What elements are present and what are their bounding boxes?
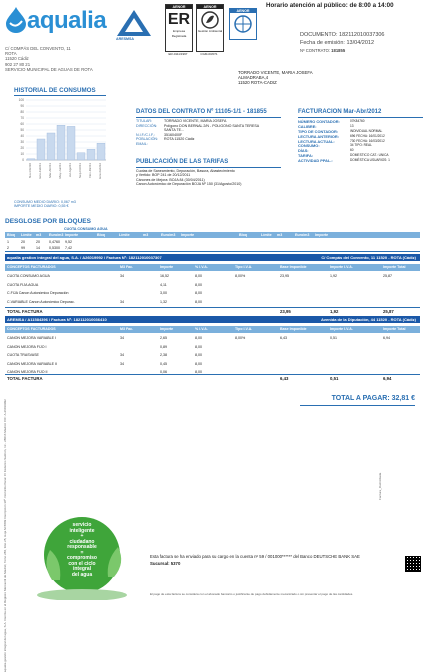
tariffs-title: PUBLICACIÓN DE LAS TARIFAS	[136, 159, 229, 165]
sender-line: C/ COMPÁS DEL CONVENTO, 11	[5, 46, 71, 51]
cert-er-label: AENOR	[166, 5, 192, 9]
breakdown-cell: 20	[36, 240, 40, 245]
chart-bar	[37, 139, 45, 160]
aremsa-invoice-bar	[5, 316, 420, 323]
cert-3-label: AENOR	[230, 9, 256, 13]
contract-number: 181855	[331, 48, 346, 53]
breakdown-cell: 20	[21, 240, 25, 245]
y-tick-label: 30	[20, 140, 24, 145]
breakdown-col: Euro/m3	[295, 233, 310, 238]
billing-value: 07K84760	[350, 119, 365, 123]
contract-row	[136, 142, 286, 147]
concept-cell: 1,32	[160, 299, 167, 304]
chart-bar	[67, 126, 75, 160]
cert-er-code: ER-0111/1997	[168, 52, 188, 56]
contract-value: SANTA TE...	[164, 128, 185, 133]
billing-row	[298, 158, 426, 163]
breakdown-cell: 1	[7, 240, 9, 245]
breakdown-col: m3	[277, 233, 283, 238]
aremsa-logo	[114, 10, 154, 48]
slogan-line: con el ciclo	[68, 560, 96, 567]
aremsa-icon	[117, 10, 151, 36]
slogan-line: integral	[72, 566, 92, 572]
cert-gm-sub: Gestión Ambiental	[197, 29, 223, 34]
table-row	[5, 335, 420, 341]
billing-value: 60	[350, 148, 354, 153]
chart-bar	[77, 153, 85, 160]
divider	[136, 167, 281, 168]
breakdown-col: Bloq	[97, 233, 105, 238]
billing-value: 730 FECHA: 16/03/2012	[350, 138, 385, 143]
table-row	[5, 290, 420, 296]
issue-date: 13/04/2012	[346, 40, 375, 46]
billing-key: NÚMERO CONTADOR:	[298, 119, 340, 124]
cert-gm-code: CGM-00/071	[200, 52, 218, 56]
sender-line: 902 27 80 21	[5, 61, 31, 67]
billing-key: CONSUMO:	[298, 143, 320, 149]
concepts-col: Importe	[160, 327, 174, 332]
breakdown-cell: 7,42	[65, 246, 72, 251]
x-tick-label: Sep-Oct/11	[78, 163, 82, 178]
billing-key: LECTURA ACTUAL:	[298, 138, 335, 144]
legal-side-text: aqualia gestión integral del agua, S.A. Inscrita en el Registro Mercantil de Madrid, Tomo 286, folio 25, Hoja M-5809 Inscripción 30ª. Domicilio fiscal: C/ Federico Salmón, 13 - 28016 Madrid. CIF: A-26019992	[2, 399, 7, 672]
sender-address	[5, 46, 93, 72]
total-value: 1,92	[330, 309, 339, 315]
divider	[14, 95, 106, 96]
chart-bar	[27, 159, 35, 160]
aremsa-invoice-address: Avenida de la Diputación, 44 11520 - ROTA (Cádiz)	[321, 317, 416, 323]
divider	[300, 405, 415, 406]
concepts-col: Base Imponible	[280, 265, 307, 270]
billing-value: INDIVIDUAL NORMAL	[350, 128, 383, 133]
concepts-col: Importe Total	[383, 265, 406, 270]
tariffs-text	[136, 169, 286, 187]
total-value: 25,87	[383, 309, 394, 315]
breakdown-cell: 0,4760	[49, 240, 60, 245]
concept-cell: 2,65	[160, 336, 167, 341]
billing-title: FACTURACION Mar-Abr/2012	[298, 109, 382, 115]
recipient-address	[238, 70, 313, 86]
total-value: 6,94	[383, 376, 392, 382]
concepts-col: Tipo I.V.A.	[235, 265, 253, 270]
breakdown-col: Euro/m3	[161, 233, 176, 238]
legal-footer: El pago de esta factura se considera con el abonado bancario o justificante de pago debidamente mecanizado o sin presentar el pago de las cantidades.	[150, 592, 354, 596]
concept-cell: 34	[120, 361, 124, 366]
recipient-line: ALMADRABA,4	[238, 75, 269, 81]
chart-bar	[87, 149, 95, 160]
concept-cell: 8,00%	[235, 274, 246, 279]
concept-cell: 4,11	[160, 282, 167, 287]
total-value: 0,51	[330, 376, 339, 382]
breakdown-col: Euro/m3	[49, 233, 64, 238]
breakdown-col: Importe	[315, 233, 329, 238]
table-row	[5, 344, 420, 350]
breakdown-cell: 14	[36, 246, 40, 251]
cert-gm	[196, 4, 224, 52]
concepts-col: Tipo I.V.A.	[235, 327, 253, 332]
concept-cell: 8,00	[195, 274, 202, 279]
contract-title: DATOS DEL CONTRATO Nº 11105-1/1 - 181855	[136, 109, 267, 115]
concept-cell: 8,00	[195, 361, 202, 366]
slogan-line: del agua	[71, 571, 93, 578]
breakdown-header	[5, 232, 420, 238]
concept-cell: CUOTA CONSUMO AGUA	[7, 274, 50, 279]
document-number: 182112010037306	[339, 32, 385, 38]
water-drop-icon	[5, 7, 27, 33]
breakdown-cell: 0,5300	[49, 246, 60, 251]
concept-cell: 0,06	[160, 370, 167, 375]
y-tick-label: 80	[20, 110, 24, 115]
sender-line: ROTA	[5, 51, 17, 57]
bank-branch: Sucursal: 5370	[150, 561, 181, 567]
bank-info	[150, 554, 420, 566]
aqualia-invoice-address: C/ Compás del Convento, 11 11520 - ROTA (Cádiz)	[321, 255, 416, 261]
concepts-col: % I.V.A.	[195, 327, 208, 332]
average-consumption	[14, 200, 76, 209]
concept-cell: 6,43	[280, 336, 287, 341]
water-consumption-title: CUOTA CONSUMO AGUA	[64, 227, 108, 231]
concept-cell: CANON MEJORA FIJO I	[7, 344, 47, 349]
total-value: 23,95	[280, 309, 291, 315]
avg-value: 0,067 m3	[60, 200, 76, 204]
contract-value: 35160400F	[164, 132, 183, 137]
billing-value: 34 TIPO: REAL	[350, 143, 372, 148]
avg-amount-label: IMPORTE MEDIO DIARIO:	[14, 204, 58, 209]
concept-cell: CANON MEJORA VARIABLE II	[7, 361, 58, 366]
document-info	[300, 32, 425, 53]
slogan-line: ciudadano	[69, 538, 95, 545]
contract-key: TITULAR:	[136, 119, 152, 123]
table-row	[5, 273, 420, 279]
tariff-line: Cuotas de Saneamiento, Depuración, Basura, Abastecimiento	[136, 169, 235, 173]
billing-key: TARIFA:	[298, 153, 314, 159]
history-title: HISTORIAL DE CONSUMOS	[14, 87, 96, 94]
concept-cell: 8,00%	[235, 336, 246, 341]
tariff-line: Canon Autonómico de Depuración BOJA Nº 150 (31/Agosto/2010)	[136, 182, 242, 187]
recipient-line: TORRADO VICENTE, MARIA JOSEFA	[238, 70, 313, 75]
contract-details	[136, 119, 286, 147]
x-tick-label: Mar-Abr/11	[48, 163, 52, 178]
chart-bar	[57, 125, 65, 160]
logo	[5, 5, 107, 35]
breakdown-col: Importe	[181, 233, 195, 238]
concepts-header	[5, 264, 420, 271]
chart-bar	[47, 133, 55, 160]
cert-3	[229, 8, 257, 40]
breakdown-col: Bloq	[7, 233, 15, 238]
y-tick-label: 100	[18, 98, 24, 103]
y-tick-label: 50	[20, 128, 24, 133]
barcode-label: Factura_Domiciliada	[378, 472, 382, 500]
billing-value: DOMESTICO CAT.: UNICA	[350, 153, 389, 158]
breakdown-col: m3	[36, 233, 42, 238]
billing-key: CALIBRE:	[298, 123, 317, 129]
cert-er	[165, 4, 193, 52]
billing-key: LECTURA ANTERIOR:	[298, 133, 339, 139]
avg-amount-value: 0,55 €	[58, 204, 69, 209]
bank-text: Esta factura se ha enviado para su cargo en la cuenta nº 59 / 001000****** del Banco DEUTSCHE BANK SAE	[150, 554, 360, 559]
concepts-col: Base Imponible	[280, 327, 307, 332]
billing-key: DÍAS:	[298, 148, 309, 154]
total-row	[5, 307, 420, 314]
leaf-icon	[201, 11, 219, 29]
contract-value: TORRADO VICENTE, MARIA JOSEFA	[164, 119, 227, 123]
contract-number-label: Nº CONTRATO:	[300, 48, 330, 53]
billing-details	[298, 119, 426, 163]
concept-cell: 1,92	[330, 274, 337, 279]
table-row	[5, 299, 420, 305]
concept-cell: 8,00	[195, 344, 202, 349]
concept-cell: 23,95	[280, 274, 289, 279]
aqualia-invoice-info: aqualia gestion integral del agua, S.A. / A26019992 / Factura Nº: 182112010037307	[7, 255, 162, 261]
concept-cell: 0,51	[330, 336, 337, 341]
y-tick-label: 40	[20, 134, 24, 139]
aqualia-invoice-bar	[5, 254, 420, 261]
concept-cell: 0,89	[160, 344, 167, 349]
cert-gm-label: AENOR	[197, 5, 223, 9]
y-tick-label: 70	[20, 116, 24, 121]
er-icon: ER	[167, 11, 191, 29]
total-to-pay	[332, 395, 415, 402]
slogan-line: compromiso	[66, 555, 97, 561]
recipient-line: 11520 ROTA-CADIZ	[238, 80, 277, 86]
contract-key: DIRECCIÓN:	[136, 123, 158, 128]
divider	[298, 117, 423, 118]
eco-slogan	[32, 505, 132, 600]
x-tick-label: Nov-Dic/10	[28, 163, 32, 178]
concepts-col: M3 Fac.	[120, 327, 134, 332]
divider	[136, 117, 281, 118]
x-tick-label: Jul-Ago/11	[68, 163, 72, 178]
sender-line: 11520 Cádiz	[5, 56, 29, 62]
y-tick-label: 20	[20, 146, 24, 151]
billing-value: DOMÉSTICA USUARIOS: 1	[350, 158, 390, 163]
document-number-label: DOCUMENTO:	[300, 32, 338, 38]
concept-cell: 8,00	[195, 370, 202, 375]
breakdown-title: DESGLOSE POR BLOQUES	[5, 218, 91, 225]
slogan-line: inteligente	[69, 527, 95, 534]
concept-cell: 8,00	[195, 353, 202, 358]
y-tick-label: 90	[20, 104, 24, 109]
sender-line: SERVICIO MUNICIPAL DE AGUAS DE ROTA	[5, 66, 93, 72]
aremsa-invoice-info: AREMSA / A11584396 / Factura Nº: 182112010036410	[7, 317, 107, 323]
concept-cell: 2,38	[160, 353, 167, 358]
y-tick-label: 0	[22, 158, 24, 163]
table-row	[5, 361, 420, 367]
concept-cell: 8,00	[195, 282, 202, 287]
concepts-col: Importe	[160, 265, 174, 270]
y-tick-label: 60	[20, 122, 24, 127]
history-chart	[10, 98, 110, 196]
breakdown-col: Importe	[65, 233, 79, 238]
contract-value: ROTA 11520 Cádiz	[164, 137, 195, 142]
total-to-pay-value: 32,81 €	[391, 395, 415, 402]
avg-label: CONSUMO MEDIO DIARIO:	[14, 200, 60, 204]
aremsa-label: ARESMSA	[116, 37, 134, 41]
concepts-col: M3 Fac.	[120, 265, 134, 270]
total-value: 6,43	[280, 376, 289, 382]
slogan-line: +	[80, 533, 84, 539]
concept-cell: C.FIJA Canon Autonómico Depuración	[7, 291, 69, 296]
slogan-line: responsable	[67, 544, 97, 550]
qr-code	[405, 556, 421, 572]
cert-er-sub: Empresa Registrada	[171, 29, 187, 38]
concept-cell: C.VARIABLE Canon Autonómico Depurac.	[7, 299, 75, 304]
x-tick-label: Nov-Dic/11	[88, 163, 92, 178]
concept-cell: 34	[120, 336, 124, 341]
concepts-col: CONCEPTOS FACTURADOS	[7, 327, 56, 332]
issue-date-label: Fecha de emisión:	[300, 40, 345, 46]
concepts-col: % I.V.A.	[195, 265, 208, 270]
concepts-col: Importe Total	[383, 327, 406, 332]
concepts-col: Importe I.V.A.	[330, 265, 353, 270]
concept-cell: 34	[120, 353, 124, 358]
breakdown-cell: 9,52	[65, 240, 72, 245]
breakdown-col: Bloq	[239, 233, 247, 238]
slogan-line: servicio	[72, 522, 92, 528]
concept-cell: CANON MEJORA VARIABLE I	[7, 336, 57, 341]
x-tick-label: Ene-Feb/11	[38, 163, 42, 179]
billing-key: TIPO DE CONTADOR:	[298, 128, 339, 134]
concept-cell: CANON MEJORA FIJO II	[7, 370, 48, 375]
total-label: TOTAL FACTURA	[7, 376, 43, 382]
breakdown-col: Límite	[119, 233, 130, 238]
concepts-col: Importe I.V.A.	[330, 327, 353, 332]
tariff-line: Cánones de Mejora: BOJA 84 (30/04/2011)	[136, 177, 205, 182]
table-row	[5, 352, 420, 358]
total-to-pay-label: TOTAL A PAGAR:	[331, 395, 390, 402]
concept-cell: CUOTA FIJA AGUA	[7, 282, 39, 287]
table-row	[5, 245, 420, 252]
total-row	[5, 374, 420, 381]
concept-cell: 34	[120, 299, 124, 304]
brand-name: aqualia	[27, 7, 107, 34]
x-tick-label: Ene-Feb/12	[98, 163, 102, 179]
concepts-col: CONCEPTOS FACTURADOS	[7, 265, 56, 270]
concept-cell: 34	[120, 274, 124, 279]
breakdown-col: m3	[143, 233, 149, 238]
concept-cell: 0,45	[160, 361, 167, 366]
concept-cell: 16,52	[160, 274, 169, 279]
concept-cell: 8,00	[195, 299, 202, 304]
breakdown-col: Límite	[261, 233, 272, 238]
concept-cell: 8,00	[195, 291, 202, 296]
y-tick-label: 10	[20, 152, 24, 157]
billing-value: 13	[350, 123, 354, 128]
concept-cell: 25,87	[383, 274, 392, 279]
contract-key: N.I.F./C.I.F.:	[136, 132, 155, 137]
billing-value: 696 FECHA: 16/01/2012	[350, 133, 385, 138]
total-label: TOTAL FACTURA	[7, 309, 43, 315]
globe-icon	[233, 14, 253, 34]
tariff-line: y Vertido: BOP 241 de 20/12/2011	[136, 173, 191, 178]
contract-key: EMAIL:	[136, 141, 148, 146]
billing-key: ACTIVIDAD PPAL.:	[298, 158, 333, 164]
x-tick-label: May-Jun/11	[58, 163, 62, 179]
table-row	[5, 282, 420, 288]
breakdown-cell: 99	[21, 246, 25, 251]
concept-cell: 3,00	[160, 291, 167, 296]
concept-cell: 8,00	[195, 336, 202, 341]
concept-cell: 6,94	[383, 336, 390, 341]
breakdown-col: Límite	[21, 233, 32, 238]
concept-cell: CUOTA TRASVASE	[7, 353, 39, 358]
contract-value: Polígono DON BERNAL 2/N - POLIGONO SANTA TERESA	[164, 123, 260, 128]
concepts-header	[5, 326, 420, 333]
chart-bar	[97, 143, 105, 160]
office-hours: Horario atención al público: de 8:00 a 14:00	[266, 2, 394, 9]
breakdown-cell: 2	[7, 246, 9, 251]
slogan-line: =	[80, 549, 84, 556]
contract-key: POBLACIÓN:	[136, 137, 158, 142]
